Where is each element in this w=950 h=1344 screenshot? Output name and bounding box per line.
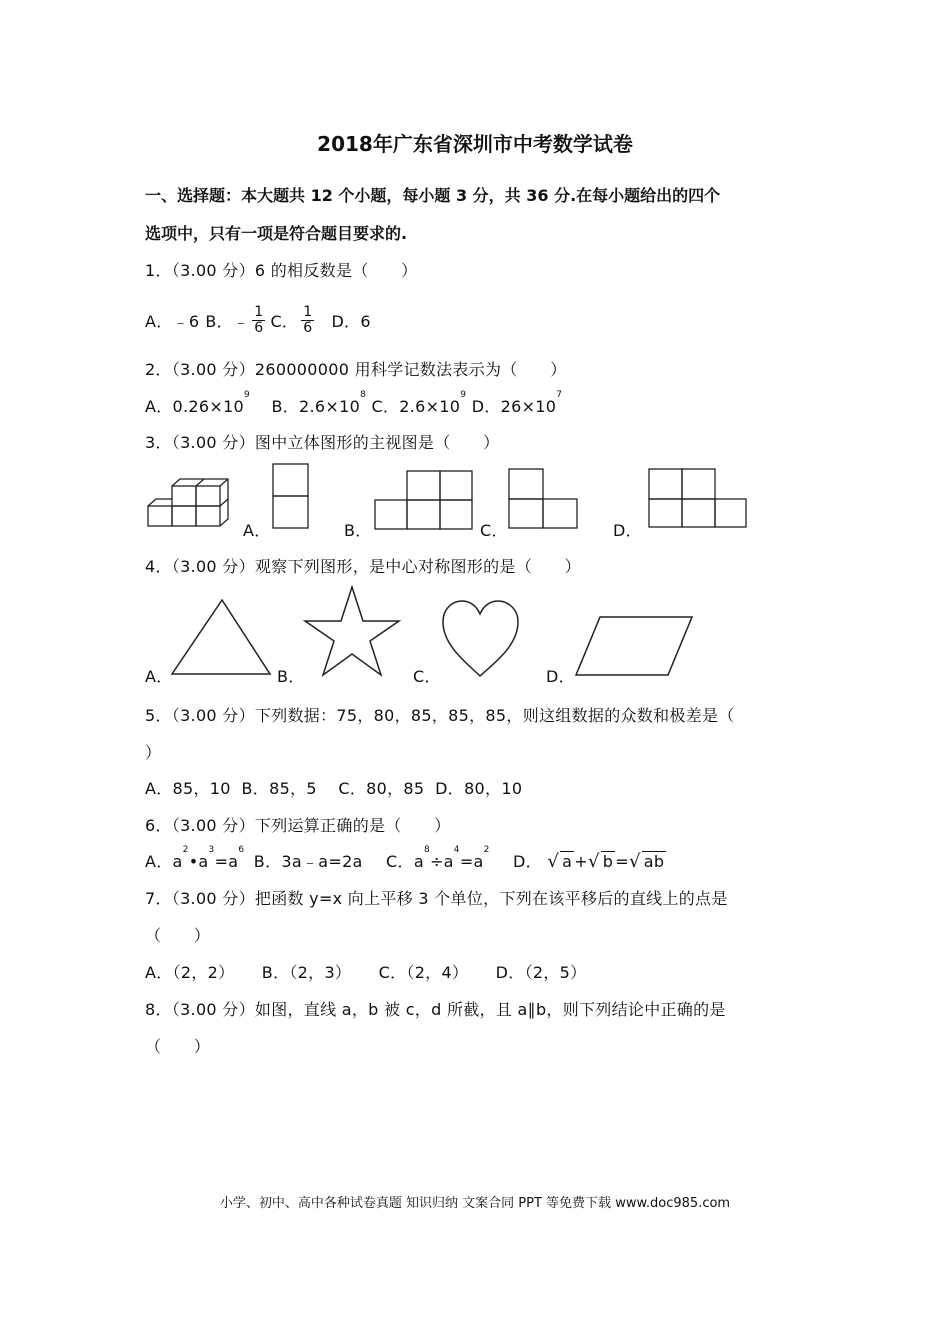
- q6-c-mid: ÷a: [429, 852, 454, 871]
- q6-d-radicand1: a: [562, 852, 573, 871]
- q8-stem-line2: （ ）: [145, 1037, 211, 1056]
- q5-options: A．85，10 B．85，5 C．80，85 D．80，10: [145, 779, 523, 798]
- q6-c-result: =a: [459, 852, 484, 871]
- q3-stem: 3．（3.00 分）图中立体图形的主视图是（ ）: [145, 433, 500, 452]
- q1-b-denominator: 6: [254, 320, 264, 336]
- q4-option-b-label: B．: [277, 667, 305, 686]
- q6-option-b: B．3a﹣a=2a: [253, 852, 363, 871]
- q4-stem: 4．（3.00 分）观察下列图形，是中心对称图形的是（ ）: [145, 557, 581, 576]
- q1-c-numerator: 1: [303, 304, 313, 320]
- q6-d-equals: =: [615, 852, 629, 871]
- q1-option-b-sign: ﹣: [232, 312, 250, 331]
- q6-d-radicand3: ab: [643, 852, 665, 871]
- q7-options: [145, 960, 586, 983]
- q7-option-b: B．（2，3）: [261, 963, 352, 982]
- q6-option-c: [386, 845, 490, 871]
- q3-option-b-label: B．: [344, 521, 372, 540]
- q2-options: [145, 390, 563, 417]
- section-heading-line2: 选项中，只有一项是符合题目要求的.: [145, 224, 408, 243]
- q1-b-numerator: 1: [254, 304, 264, 320]
- q6-a-exp2: 3: [208, 845, 215, 855]
- q6-c-exp2: 4: [453, 845, 460, 855]
- q6-a-result: =a: [214, 852, 239, 871]
- q5-stem-line1: 5．（3.00 分）下列数据：75，80，85，85，85，则这组数据的众数和极差是（: [145, 706, 735, 725]
- q4-triangle-figure: [170, 598, 274, 678]
- q4-parallelogram-figure: [574, 613, 698, 679]
- q3-option-c-figure: [508, 468, 580, 530]
- q2-c-exponent: 9: [460, 390, 467, 400]
- q6-a-mid: •a: [188, 852, 209, 871]
- q3-option-a-label: A．: [243, 521, 271, 540]
- q6-c-base: C．a: [386, 852, 424, 871]
- page-footer: 小学、初中、高中各种试卷真题 知识归纳 文案合同 PPT 等免费下载 www.doc985.com: [219, 1196, 731, 1211]
- q2-option-a: A．0.26×10: [145, 397, 245, 416]
- sqrt-icon: √: [587, 851, 600, 872]
- q2-a-exponent: 9: [244, 390, 251, 400]
- q1-option-b-label: B．: [205, 312, 233, 331]
- q6-c-exp3: 2: [483, 845, 490, 855]
- q2-option-b: B．2.6×10: [271, 397, 361, 416]
- q7-option-d: D．（2，5）: [495, 963, 587, 982]
- page-title: 2018年广东省深圳市中考数学试卷: [317, 132, 633, 156]
- q6-option-d-label: D．: [513, 852, 542, 871]
- q2-option-c: C．2.6×10: [371, 397, 461, 416]
- q3-option-b-figure: [374, 470, 476, 532]
- q6-d-radicand2: b: [602, 852, 614, 871]
- q6-a-exp1: 2: [182, 845, 189, 855]
- q4-option-d-label: D．: [546, 667, 575, 686]
- q3-option-d-figure: [648, 468, 750, 530]
- q6-c-exp1: 8: [423, 845, 430, 855]
- q4-option-a-label: A．: [145, 667, 173, 686]
- q2-d-exponent: 7: [556, 390, 563, 400]
- q2-option-d: D．26×10: [471, 397, 557, 416]
- q4-heart-figure: [440, 598, 522, 680]
- q7-option-a: A．（2，2）: [145, 963, 235, 982]
- q6-option-d-expression: [547, 852, 666, 871]
- q3-option-c-label: C．: [480, 521, 508, 540]
- sqrt-icon: √: [628, 851, 641, 872]
- q1-option-d: D．6: [331, 312, 371, 331]
- q1-option-c-label: C．: [270, 312, 299, 331]
- q6-d-plus: +: [574, 852, 588, 871]
- q3-solid-figure: [146, 476, 231, 528]
- q5-stem-line2: ）: [145, 743, 162, 762]
- q3-option-d-label: D．: [613, 521, 642, 540]
- sqrt-icon: √: [547, 851, 560, 872]
- q2-b-exponent: 8: [360, 390, 367, 400]
- q4-star-figure: [302, 585, 402, 677]
- q7-stem-line1: 7．（3.00 分）把函数 y=x 向上平移 3 个单位，下列在该平移后的直线上的点是: [145, 889, 728, 908]
- q1-option-c-fraction: [301, 305, 314, 336]
- q4-option-c-label: C．: [413, 667, 441, 686]
- q1-stem: 1．（3.00 分）6 的相反数是（ ）: [145, 261, 418, 280]
- q8-stem-line1: 8．（3.00 分）如图，直线 a，b 被 c，d 所截，且 a∥b，则下列结论中正确的是: [145, 1000, 726, 1019]
- q6-options: [145, 845, 666, 872]
- q1-options: [145, 305, 371, 336]
- q1-option-a: A．﹣6: [145, 312, 200, 331]
- section-heading-line1: 一、选择题：本大题共 12 个小题，每小题 3 分，共 36 分.在每小题给出的四个: [145, 186, 721, 205]
- q6-a-exp3: 6: [238, 845, 245, 855]
- q7-option-c: C．（2，4）: [378, 963, 469, 982]
- q2-stem: 2．（3.00 分）260000000 用科学记数法表示为（ ）: [145, 360, 567, 379]
- q3-option-a-figure: [272, 463, 312, 529]
- q1-option-b-fraction: [252, 305, 265, 336]
- q6-option-a: [145, 845, 245, 871]
- q6-stem: 6．（3.00 分）下列运算正确的是（ ）: [145, 816, 451, 835]
- q7-stem-line2: （ ）: [145, 926, 211, 945]
- q6-a-base: A．a: [145, 852, 183, 871]
- q1-c-denominator: 6: [303, 320, 313, 336]
